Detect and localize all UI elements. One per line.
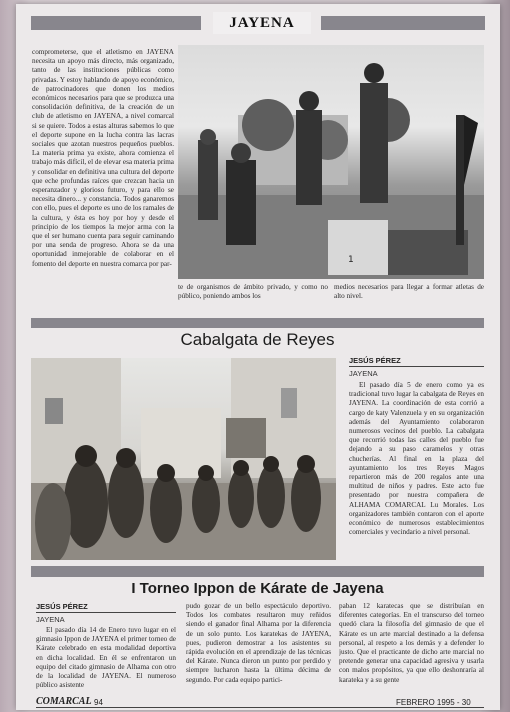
karate-text-col1: El pasado día 14 de Enero tuvo lugar en el gimnasio Ippon de JAYENA el primer torneo de Kárate celebrado en esta modalidad deportiva en dicha localidad. En él se enfrentaron un equipo del citado gimnasio de Alhama con otro de la localidad de JAYENA. El numeroso público asistente [36,626,176,690]
footer-date: FEBRERO 1995 - 30 [396,698,471,707]
karate-town: JAYENA [36,615,65,624]
karate-text-col2: pudo gozar de un bello espectáculo deportivo. Todos los combates resultaron muy reñidos siendo el ganador final Alhama por la diferencia de un solo punto. Los karatekas de JAYENA, pues, pudieron demostrar a los asistentes su rápida evolución en el aprendizaje de las técnicas del Kárate. Nunca dieron un punto por perdido y siempre lucharon hasta la última décima de segundo. Por cada equipo partici- [186,602,331,684]
karate-byline-rule [36,612,176,613]
header-bar-right [321,16,485,30]
cabalgata-article-text: El pasado día 5 de enero como ya es tradicional tuvo lugar la cabalgata de Reyes en JAYENA. La coordinación de esta corrió a cargo de katy Valenzuela y en su organización además del Ayuntamiento colaboraron numerosos vecinos del pueblo. La cabalgata que recorrió todas las calles del pueblo fue dejando a su paso caramelos y otras chucherías. Al final en la plaza del ayuntamiento los tres Reyes Magos repartieron más de 200 regalos ante una multitud de niños y padres. Este acto fue presentado por nuestra compañera de ALHAMA COMARCAL Lu Morales. Los organizadores también contaron con el aporte económico de numerosos establecimientos comerciales y vecindario a nivel personal. [349,381,484,537]
karate-title: I Torneo Ippon de Kárate de Jayena [131,580,384,597]
karate-text-col3: paban 12 karatecas que se distribuían en diferentes categorías. En el transcurso del torneo quedó clara la filosofía del gimnasio de que el Kárate es un arte marcial destinado a la defensa personal, al respeto a los demás y a defender lo justo. Que el practicante de dicho arte marcial no pretende generar una capacidad agresiva y usarla con malos propósitos, ya que ello deshonraría al karateka y a su gente [339,602,484,684]
parade-photo [31,358,336,560]
footer-brand: COMARCAL [36,696,92,707]
cabalgata-town: JAYENA [349,369,378,378]
athletics-article-text: comprometerse, que el atletismo en JAYENA necesita un apoyo más directo, más organizado, tanto de las instituciones públicas como privadas. Y estoy hablando de apoyo económico, de patrocinadores que donen los medios económicos necesarios para que se produzca una consolidación definitiva, de la creación de un club de atletismo en JAYENA, a nivel comarcal si se quiere. Todos a estas alturas sabemos lo que el deporte supone en la lucha contra las lacras sociales que azotan nuestros pequeños pueblos. La materia prima ya existe, ahora comienza el trabajo más difícil, el de elevar esa materia prima y consolidar en definitiva una cultura del deporte que eche profundas raíces que crezcan hacia un esperanzador y glorioso futuro, y para ello se necesita dinero... y constancia. Todos ganaremos con ello, pues el deporte es uno de los ramales de la cultura, y ésta es hoy por hoy y desde el principio de los tiempos la mejor arma con la que el ser humano cuenta para seguir caminando por una senda de progreso. Ahora se da una oportunidad inmejorable de colaborar en el fomento del deporte en nuestra comarca por par- [32,48,174,268]
athletes-podium-illustration [178,45,484,279]
svg-text:1: 1 [348,255,354,265]
athletes-podium-photo [178,45,484,279]
cabalgata-title: Cabalgata de Reyes [180,330,335,349]
footer-page-number: 94 [94,698,103,707]
byline-rule [349,366,484,367]
athletics-text-col2: te de organismos de ámbito privado, y como no público, poniendo ambos los [178,283,328,301]
karate-byline: JESÚS PÉREZ [36,602,88,611]
section-title: JAYENA [213,12,311,34]
parade-illustration [31,358,336,560]
athletics-text-col3: medios necesarios para llegar a formar atletas de alto nivel. [334,283,484,301]
section-divider-1 [31,318,484,328]
footer-rule [36,707,484,708]
header-bar-left [31,16,201,30]
section-divider-2 [31,566,484,577]
newspaper-page [16,4,500,710]
cabalgata-byline: JESÚS PÉREZ [349,356,401,365]
